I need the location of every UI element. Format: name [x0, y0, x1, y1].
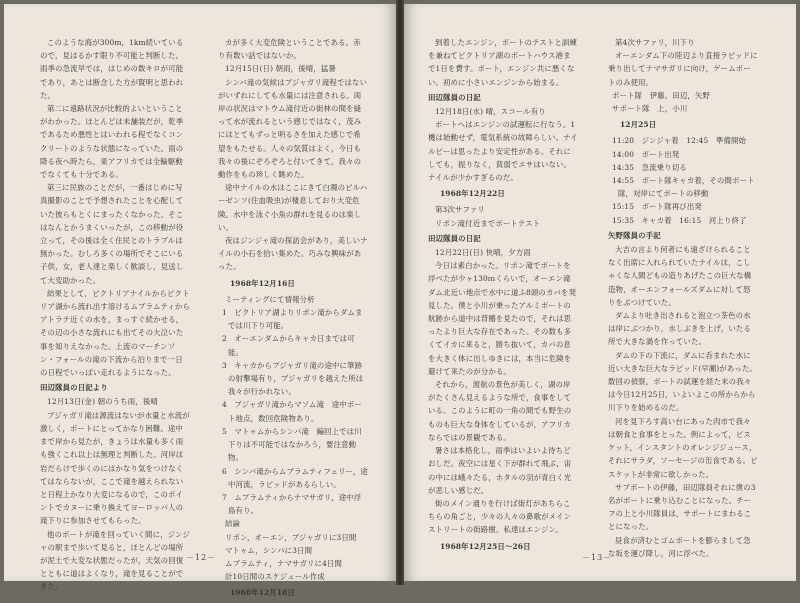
right-page	[404, 4, 796, 581]
list-line: 4 ブジャガリ滝からマソム滝 途中ボート地点，数回危険物あり。	[222, 400, 362, 423]
paragraph: 第三に民族のことだが，一番はじめに写真撮影のことで予想されたことを心配していた彼らもとくにまったくなかった。そこはなんとかうまくいったが，この移動が役立って，その後は全く住民とのトラブルは無かった。むしろ多くの場所でそこにいる子供，女，老人達と楽しく歓談し，見送して大変助かった。	[40, 183, 184, 285]
date-heading: 1968年12月18日	[230, 588, 295, 598]
list-line: ボート隊 伊藤，田辺，矢野	[612, 90, 711, 100]
paragraph: 他のボートが滝を回っていく間に，ジンジャの駅まで歩いて見ると，ほとんどの場所が泥土で大変な状態だったが，天気の回復とともに道はよくなり，滝を見ることができた。	[40, 529, 190, 592]
section-heading: 矢野隊員の手記	[608, 230, 661, 240]
left-page-column-1	[40, 36, 190, 594]
list-line: 14:00 ボート出発	[612, 149, 680, 159]
paragraph: 到着したエンジン，ボートのテストと訓練を兼ねてビクトリア湖のボートハウス港まで1日を費す。ボート，エンジン共に悪くない。初めに小さいエンジンから始まる。	[428, 38, 578, 87]
right-page-column-2	[608, 36, 758, 560]
section-heading: 田辺隊員の日記	[428, 233, 481, 243]
paragraph: マトゥム，シンバに3日間	[225, 545, 313, 555]
paragraph: オーエンダム下の陸辺より直接ラピッドに乗り出してナマサガリに向け，ゲームボートのみ使用。	[608, 51, 758, 87]
paragraph: 途中ナイルの水はここにきて白濁のビルハーゼンソ(住血吸虫)が棲息しており大変危険。水中を泳ぐ小魚の群れを見るのは楽しい。	[218, 183, 368, 232]
paragraph: 昼食が済むとゴムボートを膨らまして急な坂を運び降し，河に浮べた。	[608, 535, 751, 558]
paragraph: このような海が300m，1km続いているので，見はるかす限り不可能と判断した。雨季の急流旱では，はじめの数キロが可能であり，あとは断念した方が賢明と思われた。	[40, 38, 184, 100]
paragraph: 第4次サファリ，川下り	[615, 38, 695, 47]
section-heading: 田辺隊員の日記	[428, 92, 481, 102]
list-line: 15:35 キャカ着 16:15 河上り終了	[612, 215, 747, 225]
paragraph: 結論	[225, 519, 241, 529]
date-heading: 1968年12月22日	[440, 189, 505, 199]
list-line: 3 キャカからブジャガリ滝の途中に筆跡の射撃場有り，ブジャガリを越えた所は我々が行かれない。	[222, 360, 364, 397]
left-page-column-2	[218, 36, 368, 603]
list-line: 2 オーエンダムからキャカ日までは可能。	[222, 334, 355, 357]
paragraph: 結果として，ビクトリアナイルからビクトリア湖から流れ出す溶けるムブラムティからアトラテ近くの水を，まっすぐ続かせる，その辺の小さな流れにも出てその大泣いた事を知りえなかった。上流のマーチンソン・フォールの滝の下流から泊りまで一日の日程でいっぱい走れるようになった。	[40, 288, 191, 378]
list-line: 14:55 ボート隊キャカ着，その間ボート隊，対岸にてボートの移動	[612, 176, 755, 199]
paragraph: ミーティングにて情報分析	[225, 294, 315, 304]
paragraph: 12月15日(日) 朝雨，後晴，猛暑	[225, 64, 336, 74]
paragraph: ボートへはエンジンの試運転に行なう。1機は始動せず，電気系統の故障らしい。ナイルビーは思ったより安定性がある。それにしても，振りなく，貧弱でエサはいない。ナイルが少かすぎるのだ。	[428, 120, 578, 183]
paragraph: リポン，オーエン，ブジャガリに3日間	[225, 532, 357, 542]
list-line: 15:15 ボート隊再び出発	[612, 202, 702, 212]
paragraph: それから，渡航の景色が美しく，湖の岸がたくさん見えるような所で，食事をしている。このように町の一角の間でも野生のものも巨大な身体をしているが，アフリカならではの景観である。	[428, 380, 572, 442]
paragraph: 大吉の言より何者にも遠ざけられることなく出席に入れられていたナイルは，こしゃくな人間どもの造りあげたこの巨大な構造物，オーエンフォールズダムに対して怒りをぶつけていた。	[608, 245, 752, 307]
list-line: サポート隊 上，小川	[612, 104, 688, 114]
list-line: 1 ビクトリア湖よりリポン滝からダムまでは川下り可能。	[222, 308, 363, 331]
paragraph: カが多く大変危険ということである。赤り有数い話ではないか。	[218, 38, 361, 61]
paragraph: ダムの下の下流に，ダムに呑まれた水に近い大きな巨大なラピッド(早瀬)があった。数回の偵察，ボートの試運を経た末の我々は今日12月25日，いよいよこの所からから川下りを始めるのだ。	[608, 350, 757, 413]
paragraph: サブボートの伊藤，田辺隊員それに僕の3名がボートに乗り込むことになった。チーフの上と小川隊員は，サポートにまわることになった。	[608, 482, 756, 532]
date-heading: 12月25日	[620, 120, 657, 130]
list-line: 6 シンバ滝からムブラムティフェリー，途中河流，ラピッドがあるらしい。	[222, 466, 368, 489]
list-line: 7 ムブラムティからナマサガリ，途中浮島有り。	[222, 492, 362, 516]
list-line: 5 マトゥムからシンバ滝 編回上では川下りは不可能ではなかろう，要注意動物。	[222, 426, 362, 463]
page-number-right: －13－	[582, 553, 613, 562]
paragraph: 街のメイン通りを行けば街灯があちらこちらの角ごと，少々の人々の鼻歌がメインストリートの街路樹。私達はエンジン。	[428, 498, 572, 535]
book-gutter	[396, 0, 404, 585]
paragraph: ダムより吐き出されると泡立つ茶色の水は岸にぶつかり，水しぶきを上げ，いたる所で大きな渦を作っていた。	[608, 311, 751, 347]
paragraph: 河を見下ろす高い台にあった肉市で我々は朝食と食事をとった。例によって，ビスケット，インスタントのオレンジジュース，それにサラダ，ソーセージの缶食である。ビスケットが非常に欲しかった。	[608, 416, 758, 479]
paragraph: 12月22日(日) 快晴，夕方雨	[435, 248, 531, 258]
section-heading: 田辺隊員の日記より	[40, 383, 108, 393]
list-line: 11:20 ジンジャ着 12:45 準備開始	[612, 136, 747, 146]
paragraph: 今日は素白かった。リポン滝でボートを浮べたが少ヶ130ｍくらいで，オーエン滝ダム北近い地点で水中に道ふ8頭のカバを発見した。僕と小川が乗ったアルミボートの航跡から道中は背鰭を見たので，それは思ったより巨大な存在であった。その数も多くてイカに来ると，勝ち抜いて，カバの息を大きく体に出しゆきには，本当に危険を避けて来たのが分かる。	[428, 261, 577, 376]
paragraph: ブジャガリ滝は源流はないが水量と水流が激しく，ボートにとってかなり困難。途中まで岸から見たが，きょうは水量も多く雨も強くこれ以上は無理と判断した。河岸は岩だらけで歩くのにはかなり気をつけなくてはならないが，ここで滝を越えられないと日程上かなり大変になるので，このポイントでカヌーに乗り換えてヨーロッパ人の滝下りに参加させてもらった。	[40, 410, 190, 526]
paragraph: 第二に遠路状況が比較的よいということがわかった。ほとんどは未舗装だが，乾季であるため悪性とはいわれる程でなくコンクリートのような状態になっていた。雨の降る夜へ時たら，東アフリカでは全輪駆動でなくても十分である。	[40, 104, 184, 180]
paragraph: 夜はジンジャ滝の探訪会があり，美しいナイルの小石を拾い集めた。巧みな興味があった。	[218, 236, 368, 272]
paragraph: リポン滝付近までボートテスト	[435, 218, 541, 228]
paragraph: シンバ滝の気候はブジャガリ滝程ではないがいずれにしても水量には注意される。両岸の状況はマトウム滝付近の街林の間を縫って水が流れるという感じではなく，茂みにはとてもずっと明るさを加えた感じで希望をもたせる。人々の気質はよく，今日も我々の後にぞろぞろと付いてきて，我々の動作をもの珍しく眺めた。	[218, 77, 368, 180]
date-heading: 1968年12月25日〜26日	[440, 541, 531, 551]
list-line: 14:35 急流乗り切る	[612, 162, 687, 172]
paragraph: 12月18日(水) 晴，スコール有り	[435, 107, 546, 117]
left-page	[4, 4, 396, 598]
right-page-column-1	[428, 36, 578, 556]
paragraph: 12月13日(金) 朝のうち雨，後晴	[47, 397, 158, 407]
paragraph: ムブラムティ，ナマサガリに4日間	[225, 558, 343, 568]
page-number-left: －12－	[186, 553, 217, 562]
paragraph: 第3次サファリ	[435, 205, 485, 215]
paragraph: 計10日間のスケジュール作成	[225, 572, 325, 582]
paragraph: 暑さは本格化し，雨季はいよいよ待ちどおしだ。夜空には星く下が群れて飛ぶ，宙の中には峨々たる，ホタルの羽が青白く光が悲しい感じだ。	[428, 446, 572, 495]
date-heading: 1968年12月16日	[230, 278, 295, 288]
